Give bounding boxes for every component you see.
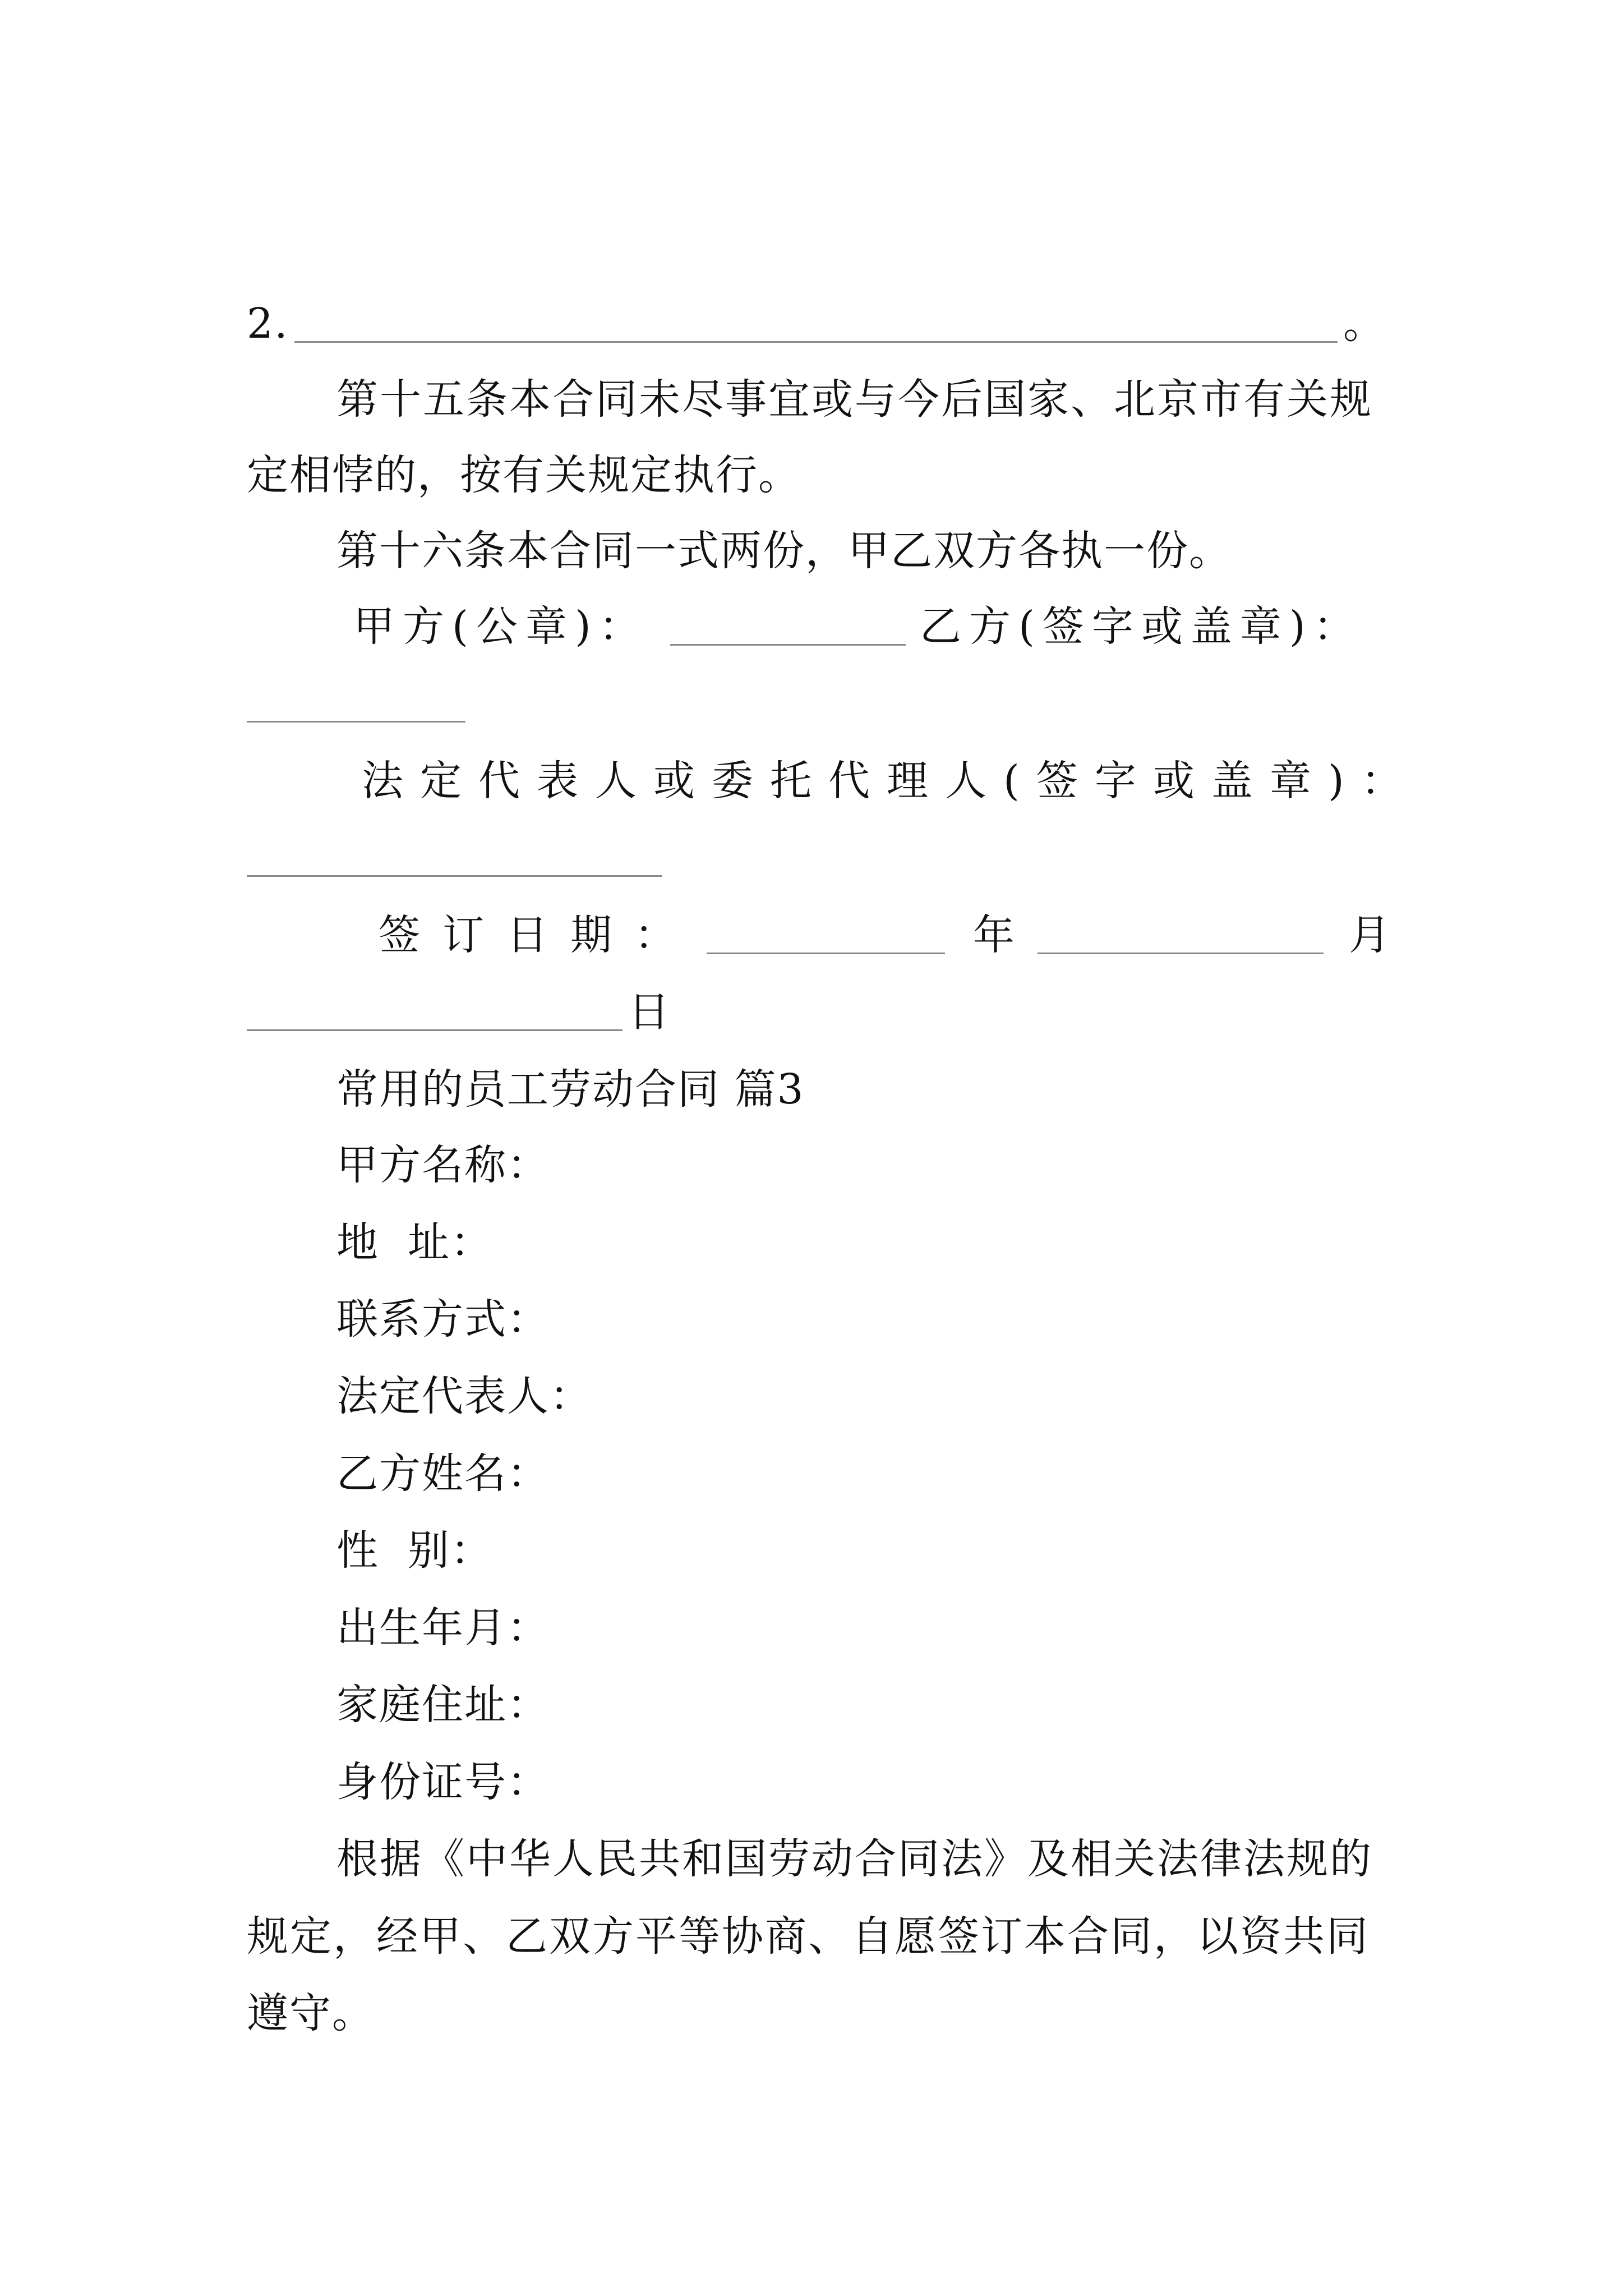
- item-2-blank[interactable]: [294, 341, 1338, 343]
- preamble-line-2: 规定，经甲、乙双方平等协商、自愿签订本合同，以资共同: [247, 1912, 1370, 1961]
- sign-date-year-blank[interactable]: [707, 953, 945, 954]
- sign-date-month-blank[interactable]: [1038, 953, 1324, 954]
- id-number-label: 身份证号：: [336, 1758, 550, 1806]
- preamble-line-3: 遵守。: [247, 1989, 375, 2037]
- legal-rep-sign-blank[interactable]: [247, 875, 662, 877]
- sign-date-day-blank[interactable]: [247, 1029, 623, 1031]
- gender-label: 性 别：: [336, 1526, 494, 1575]
- party-a-seal-blank[interactable]: [670, 644, 906, 646]
- article-15-line-1: 第十五条本合同未尽事宜或与今后国家、北京市有关规: [336, 375, 1373, 424]
- sign-date-year: 年: [973, 911, 1016, 959]
- party-b-name-label: 乙方姓名：: [336, 1450, 550, 1498]
- legal-rep-sign-label: 法定代表人或委托代理人(签字或盖章)：: [362, 757, 1419, 805]
- party-b-sign-blank[interactable]: [247, 721, 465, 723]
- contact-label: 联系方式：: [336, 1295, 550, 1343]
- birth-label: 出生年月：: [336, 1604, 550, 1652]
- party-b-sign-label: 乙方(签字或盖章)：: [920, 602, 1363, 651]
- sign-date-day: 日: [628, 988, 671, 1036]
- party-a-seal-label: 甲方(公章)：: [353, 602, 648, 651]
- section-title: 常用的员工劳动合同 篇3: [336, 1065, 805, 1114]
- preamble-line-1: 根据《中华人民共和国劳动合同法》及相关法律法规的: [336, 1835, 1373, 1883]
- item-2-suffix: 。: [1343, 300, 1386, 348]
- home-address-label: 家庭住址：: [336, 1681, 550, 1729]
- sign-date-month: 月: [1349, 911, 1391, 959]
- address-label: 地 址：: [336, 1218, 494, 1267]
- sign-date-label: 签订日期：: [379, 911, 698, 959]
- item-2-prefix: 2.: [247, 300, 289, 348]
- party-a-name-label: 甲方名称：: [336, 1141, 550, 1189]
- legal-rep-label: 法定代表人：: [336, 1372, 592, 1420]
- article-16: 第十六条本合同一式两份，甲乙双方各执一份。: [336, 527, 1232, 575]
- article-15-line-2: 定相悖的，按有关规定执行。: [247, 451, 801, 499]
